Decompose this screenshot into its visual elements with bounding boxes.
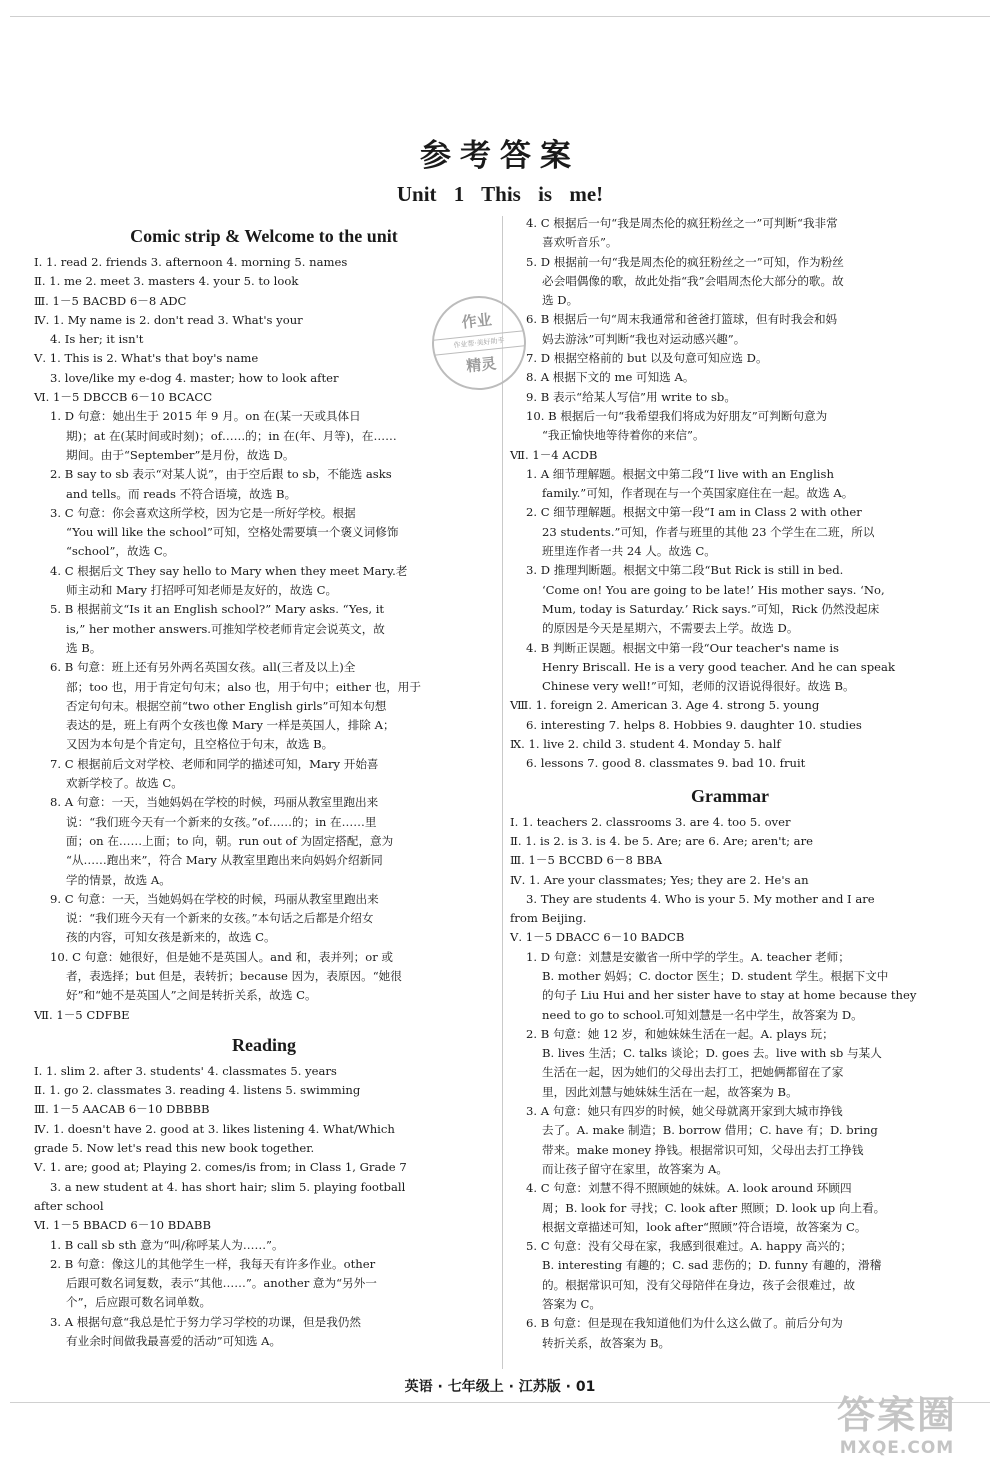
answer-line: 部；too 也，用于肯定句句末；also 也，用于句中；either 也，用于 xyxy=(66,679,421,694)
answer-line: 而让孩子留守在家里，故答案为 A。 xyxy=(542,1161,728,1176)
answer-line: 9. B 表示“给某人写信”用 write to sb。 xyxy=(526,389,736,404)
answer-line: B. mother 妈妈；C. doctor 医生；D. student 学生。根据下文中 xyxy=(542,968,889,983)
answer-line: after school xyxy=(34,1198,104,1213)
answer-line: 带来。make money 挣钱。根据常识可知，父母出去打工挣钱 xyxy=(542,1142,864,1157)
answer-line: 又因为本句是个肯定句，且空格位于句末，故选 B。 xyxy=(66,737,334,752)
answer-line: 说：“我们班今天有一个新来的女孩。”本句话之后都是介绍女 xyxy=(66,911,374,926)
answer-line: 6. B 根据后一句“周末我通常和爸爸打篮球，但有时我会和妈 xyxy=(526,312,838,327)
answer-line: 必会唱偶像的歌，故此处指“我”会唱周杰伦大部分的歌。故 xyxy=(542,273,844,288)
answer-line: Ⅰ. 1. slim 2. after 3. students' 4. classmates 5. years xyxy=(34,1063,337,1078)
answer-line: 个”，后应跟可数名词单数。 xyxy=(66,1295,212,1310)
answer-line: Ⅶ. 1－5 CDFBE xyxy=(34,1007,130,1022)
answer-line: 4. Is her; it isn't xyxy=(50,332,144,347)
answer-line: 期)；at 在(某时间或时刻)；of……的；in 在(年、月等)，在…… xyxy=(66,428,397,443)
answer-line: 4. B 判断正误题。根据文中第一段“Our teacher's name is xyxy=(526,640,839,655)
answer-line: 3. a new student at 4. has short hair; slim 5. playing football xyxy=(50,1179,406,1194)
top-rule xyxy=(10,16,990,17)
comic-answers xyxy=(34,253,494,1025)
answer-line: 妈去游泳”可判断“我也对运动感兴趣”。 xyxy=(542,331,746,346)
answer-line: 4. C 根据后一句“我是周杰伦的疯狂粉丝之一”可判断“我非常 xyxy=(526,216,838,230)
answer-line: 师主动和 Mary 打招呼可知老师是友好的，故选 C。 xyxy=(66,583,338,598)
answer-line: 班里连作者一共 24 人。故选 C。 xyxy=(542,544,716,559)
answer-line: Ⅴ. 1－5 DBACC 6－10 BADCB xyxy=(510,930,685,945)
answer-line: 好”和“她不是英国人”之间是转折关系，故选 C。 xyxy=(66,988,317,1003)
answer-line: 8. A 句意：一天，当她妈妈在学校的时候，玛丽从教室里跑出来 xyxy=(50,795,379,810)
page-title: 参考答案 xyxy=(420,138,580,174)
answer-line: 者，表选择；but 但是，表转折；because 因为，表原因。“她很 xyxy=(66,968,402,983)
answer-line: 3. A 根据句意“我总是忙于努力学习学校的功课，但是我仍然 xyxy=(50,1314,361,1329)
answer-line: 1. D 句意：刘慧是安徽省一所中学的学生。A. teacher 老师； xyxy=(526,949,850,964)
answer-line: family.”可知，作者现在与一个英国家庭住在一起。故选 A。 xyxy=(542,486,854,501)
answer-line: Ⅳ. 1. Are your classmates; Yes; they are 2. He's an xyxy=(510,872,809,887)
stamp-bottom-text: 精灵 xyxy=(465,354,498,376)
answer-line: 3. They are students 4. Who is your 5. My mother and I are xyxy=(526,891,875,906)
answer-line: 欢新学校了。故选 C。 xyxy=(66,776,183,791)
answer-line: “我正愉快地等待着你的来信”。 xyxy=(542,428,705,443)
section-heading-grammar: Grammar xyxy=(691,785,769,806)
answer-line: 里，因此刘慧与她妹妹生活在一起，故答案为 B。 xyxy=(542,1084,798,1099)
answer-line: 5. D 根据前一句“我是周杰伦的疯狂粉丝之一”可知，作为粉丝 xyxy=(526,254,844,269)
answer-line: B. lives 生活；C. talks 谈论；D. goes 去。live with sb 与某人 xyxy=(542,1046,882,1061)
answer-line: 2. C 细节理解题。根据文中第一段“I am in Class 2 with other xyxy=(526,505,862,520)
answer-line: 6. interesting 7. helps 8. Hobbies 9. daughter 10. studies xyxy=(526,717,862,732)
answer-line: 3. love/like my e-dog 4. master; how to look after xyxy=(50,370,339,385)
answer-line: Ⅳ. 1. doesn't have 2. good at 3. likes listening 4. What/Which xyxy=(34,1121,395,1136)
answer-line: Ⅲ. 1－5 AACAB 6－10 DBBBB xyxy=(34,1102,210,1117)
answer-line: 选 B。 xyxy=(66,640,102,655)
answer-line: 4. C 根据后文 They say hello to Mary when they meet Mary.老 xyxy=(50,563,408,578)
answer-line: 喜欢听音乐”。 xyxy=(542,235,618,250)
watermark-url: MXQE.COM xyxy=(839,1438,955,1458)
answer-line: 3. C 句意：你会喜欢这所学校，因为它是一所好学校。根据 xyxy=(50,505,356,520)
answer-line: 6. B 句意：但是现在我知道他们为什么这么做了。前后分句为 xyxy=(526,1316,843,1331)
answer-line: Ⅵ. 1－5 BBACD 6－10 BDABB xyxy=(34,1218,211,1233)
answer-line: B. interesting 有趣的；C. sad 悲伤的；D. funny 有趣的，滑稽 xyxy=(542,1258,882,1273)
answer-line: Ⅳ. 1. My name is 2. don't read 3. What's your xyxy=(34,312,303,327)
answer-line: Ⅲ. 1－5 BCCBD 6－8 BBA xyxy=(510,853,663,868)
answer-line: 否定句句末。根据空前“two other English girls”可知本句想 xyxy=(66,698,387,713)
section-heading-reading: Reading xyxy=(231,1034,296,1055)
answer-line: 2. B 句意：她 12 岁，和她妹妹生活在一起。A. plays 玩； xyxy=(526,1026,834,1041)
answer-line: 说：“我们班今天有一个新来的女孩。”of……的；in 在……里 xyxy=(66,814,377,829)
answer-line: 表达的是，班上有两个女孩也像 Mary 一样是英国人，排除 A； xyxy=(66,718,395,733)
answer-line: 有业余时间做我最喜爱的活动”可知选 A。 xyxy=(66,1334,282,1349)
answer-line: 9. C 句意：一天，当她妈妈在学校的时候，玛丽从教室里跑出来 xyxy=(50,891,379,906)
answer-line: 4. C 句意：刘慧不得不照顾她的妹妹。A. look around 环顾四 xyxy=(526,1181,852,1196)
answer-line: 7. D 根据空格前的 but 以及句意可知应选 D。 xyxy=(526,351,768,366)
answer-line: Ⅱ. 1. go 2. classmates 3. reading 4. listens 5. swimming xyxy=(34,1083,361,1098)
answer-line: 孩的内容，可知女孩是新来的，故选 C。 xyxy=(66,930,276,945)
answer-line: 8. A 根据下文的 me 可知选 A。 xyxy=(526,370,695,385)
right-column xyxy=(510,214,950,1353)
unit-title: Unit 1 This is me! xyxy=(396,182,604,206)
answer-line: 23 students.”可知，作者与班里的其他 23 个学生在二班，所以 xyxy=(542,524,875,539)
answer-line: 答案为 C。 xyxy=(542,1297,601,1312)
answer-line: Ⅶ. 1－4 ACDB xyxy=(510,447,598,462)
answer-line: 的句子 Liu Hui and her sister have to stay at home because they xyxy=(542,988,917,1003)
answer-line: 去了。A. make 制造；B. borrow 借用；C. have 有；D. bring xyxy=(542,1123,878,1138)
answer-line: Ⅴ. 1. are; good at; Playing 2. comes/is from; in Class 1, Grade 7 xyxy=(34,1160,407,1175)
answer-line: ‘Come on! You are going to be late!’ His mother says. ‘No, xyxy=(542,582,885,597)
answer-line: Ⅱ. 1. is 2. is 3. is 4. be 5. Are; are 6. Are; aren't; are xyxy=(510,833,813,848)
grammar-answers xyxy=(510,813,950,1353)
answer-line: Ⅱ. 1. me 2. meet 3. masters 4. your 5. to look xyxy=(34,274,299,289)
answer-line: 5. B 根据前文“Is it an English school?” Mary asks. “Yes, it xyxy=(50,602,385,617)
answer-line: 2. B 句意：像这儿的其他学生一样，我每天有许多作业。other xyxy=(50,1256,376,1271)
answer-line: 5. C 句意：没有父母在家，我感到很难过。A. happy 高兴的； xyxy=(526,1239,852,1254)
answer-line: “You will like the school”可知，空格处需要填一个褒义词修饰 xyxy=(66,525,399,540)
answer-line: 7. C 根据前后文对学校、老师和同学的描述可知，Mary 开始喜 xyxy=(50,756,379,771)
answer-line: 2. B say to sb 表示“对某人说”，由于空后跟 to sb，不能选 asks xyxy=(50,467,392,482)
answer-line: 10. C 句意：她很好，但是她不是英国人。and 和，表并列；or 或 xyxy=(50,949,394,964)
answer-line: 生活在一起，因为她们的父母出去打工，把她俩都留在了家 xyxy=(542,1065,844,1080)
answer-line: 选 D。 xyxy=(542,293,579,308)
answer-line: 转折关系，故答案为 B。 xyxy=(542,1335,671,1350)
answer-line: need to go to school.可知刘慧是一名中学生，故答案为 D。 xyxy=(542,1007,863,1022)
answer-line: and tells。而 reads 不符合语境，故选 B。 xyxy=(66,486,297,501)
answer-line: 周；B. look for 寻找；C. look after 照顾；D. look up 向上看。 xyxy=(542,1200,886,1215)
answer-line: Mum, today is Saturday.’ Rick says.”可知，Rick 仍然没起床 xyxy=(542,601,880,616)
answer-line: 根据文章描述可知，look after“照顾”符合语境，故答案为 C。 xyxy=(542,1219,867,1234)
answer-line: Ⅷ. 1. foreign 2. American 3. Age 4. strong 5. young xyxy=(510,698,820,713)
answer-line: Ⅰ. 1. read 2. friends 3. afternoon 4. morning 5. names xyxy=(34,255,348,269)
answer-line: 10. B 根据后一句“我希望我们将成为好朋友”可判断句意为 xyxy=(526,408,828,423)
answer-line: grade 5. Now let's read this new book together. xyxy=(34,1141,315,1156)
answer-line: Ⅴ. 1. This is 2. What's that boy's name xyxy=(34,351,259,366)
column-divider xyxy=(502,216,503,1369)
answer-line: “school”，故选 C。 xyxy=(66,544,175,559)
answer-line: Ⅸ. 1. live 2. child 3. student 4. Monday 5. half xyxy=(510,737,781,752)
answer-line: 学的情景，故选 A。 xyxy=(66,872,171,887)
answer-line: 期间。由于“September”是月份，故选 D。 xyxy=(66,447,295,462)
stamp-middle-text: 作业帮·美好助手 xyxy=(433,330,524,355)
answer-line: Chinese very well!”可知，老师的汉语说得很好。故选 B。 xyxy=(542,679,855,694)
answer-line: Ⅵ. 1－5 DBCCB 6－10 BCACC xyxy=(34,390,213,405)
left-column xyxy=(34,224,494,1351)
answer-line: 面；on 在……上面；to 向，朝。run out of 为固定搭配，意为 xyxy=(66,833,394,848)
watermark-text: 答案圈 xyxy=(836,1393,957,1437)
answer-line: 的原因是今天是星期六，不需要去上学。故选 D。 xyxy=(542,621,799,636)
answer-line: 后跟可数名词复数，表示“其他……”。another 意为“另外一 xyxy=(66,1276,377,1291)
answer-line: 3. A 句意：她只有四岁的时候，她父母就离开家到大城市挣钱 xyxy=(526,1104,843,1119)
section-heading-comic: Comic strip & Welcome to the unit xyxy=(130,226,398,246)
answer-line: 的。根据常识可知，没有父母陪伴在身边，孩子会很难过，故 xyxy=(542,1277,856,1292)
answer-line: Ⅰ. 1. teachers 2. classrooms 3. are 4. too 5. over xyxy=(510,814,791,829)
answer-line: is,” her mother answers.可推知学校老师肯定会说英文，故 xyxy=(66,621,385,636)
reading-answers xyxy=(34,1062,494,1351)
answer-line: 6. B 句意：班上还有另外两名英国女孩。all(三者及以上)全 xyxy=(50,660,356,675)
answer-line: Ⅲ. 1－5 BACBD 6－8 ADC xyxy=(34,293,187,308)
stamp-top-text: 作业 xyxy=(460,310,493,332)
answer-line: from Beijing. xyxy=(510,911,587,926)
answer-line: 3. D 推理判断题。根据文中第二段“But Rick is still in bed. xyxy=(526,563,844,578)
answer-line: 1. A 细节理解题。根据文中第二段“I live with an English xyxy=(526,466,834,481)
watermark-logo xyxy=(812,1392,982,1464)
answer-line: “从……跑出来”，符合 Mary 从教室里跑出来向妈妈介绍新同 xyxy=(66,853,383,868)
answer-line: 6. lessons 7. good 8. classmates 9. bad 10. fruit xyxy=(526,756,806,771)
answer-line: Henry Briscall. He is a very good teacher. And he can speak xyxy=(542,659,895,674)
reading-answers-continued xyxy=(510,214,950,774)
answer-line: 1. B call sb sth 意为“叫/称呼某人为……”。 xyxy=(50,1237,284,1252)
page-footer: 英语 · 七年级上 · 江苏版 · 01 xyxy=(404,1379,596,1395)
answer-line: 1. D 句意：她出生于 2015 年 9 月。on 在(某一天或具体日 xyxy=(50,409,361,424)
